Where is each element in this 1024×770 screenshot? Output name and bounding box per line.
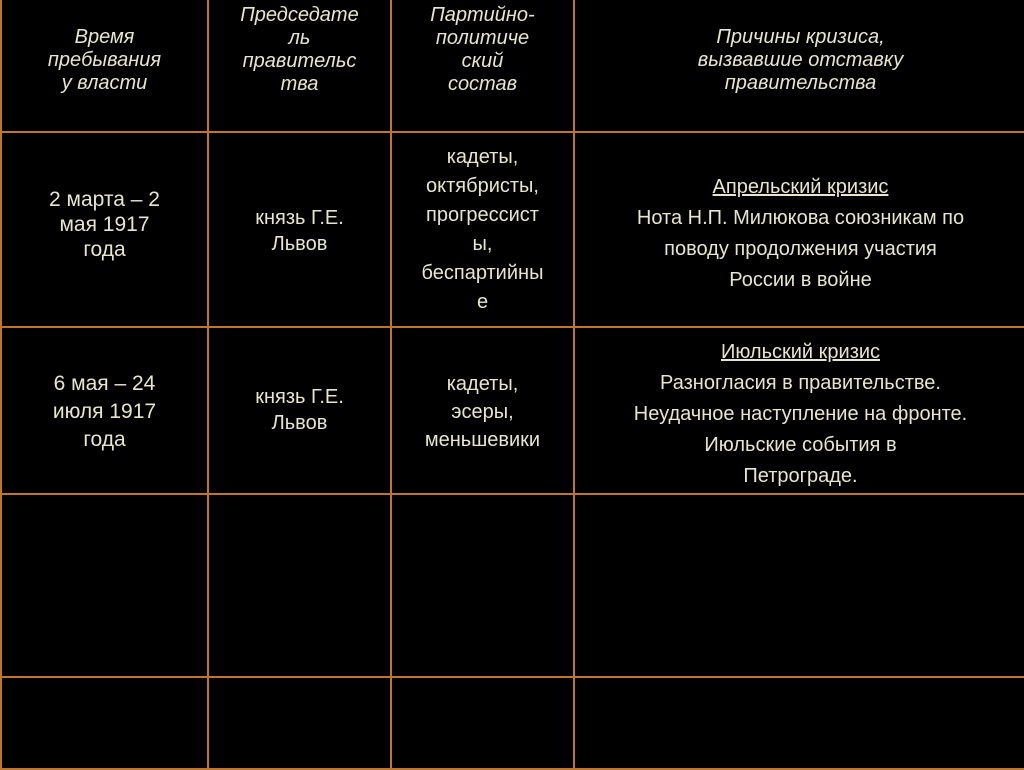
cell-period bbox=[1, 494, 208, 677]
cell-chairman bbox=[208, 494, 391, 677]
cell-chairman bbox=[208, 677, 391, 769]
crisis-title: Июльский кризис bbox=[720, 341, 881, 363]
chairman-text: князь Г.Е. Львов bbox=[255, 207, 344, 255]
header-period bbox=[1, 0, 208, 132]
cell-chairman bbox=[208, 327, 391, 494]
cell-composition bbox=[391, 677, 574, 769]
crisis-title: Апрельский кризис bbox=[712, 176, 889, 198]
header-period-label: Время пребывания у власти bbox=[47, 26, 162, 94]
table-row-empty bbox=[1, 494, 1024, 677]
cell-crisis bbox=[574, 494, 1024, 677]
period-text: 2 марта – 2 мая 1917 года bbox=[49, 188, 160, 261]
header-chairman bbox=[208, 0, 391, 132]
table-header-row bbox=[1, 0, 1024, 132]
period-text: 6 мая – 24 июля 1917 года bbox=[52, 372, 157, 451]
table-row-empty bbox=[1, 677, 1024, 769]
cell-period bbox=[1, 677, 208, 769]
cell-composition bbox=[391, 132, 574, 327]
table-row bbox=[1, 132, 1024, 327]
crisis-block bbox=[575, 328, 1024, 492]
composition-text: кадеты, октябристы, прогрессист ы, беспартийны е bbox=[421, 146, 544, 313]
header-crisis-reasons bbox=[574, 0, 1024, 132]
cell-crisis bbox=[574, 132, 1024, 327]
cell-crisis bbox=[574, 327, 1024, 494]
cell-composition bbox=[391, 327, 574, 494]
table-row bbox=[1, 327, 1024, 494]
header-composition-label: Партийно- политиче ский состав bbox=[430, 4, 535, 95]
chairman-text: князь Г.Е. Львов bbox=[255, 386, 344, 434]
crisis-block bbox=[575, 133, 1024, 296]
cell-crisis bbox=[574, 677, 1024, 769]
header-crisis-reasons-label: Причины кризиса, вызвавшие отставку правительства bbox=[697, 26, 904, 94]
crisis-text: Разногласия в правительстве. Неудачное наступление на фронте. Июльские события в Петрограде. bbox=[633, 372, 968, 487]
composition-text: кадеты, эсеры, меньшевики bbox=[424, 373, 541, 451]
cell-composition bbox=[391, 494, 574, 677]
crisis-text: Нота Н.П. Милюкова союзникам по поводу продолжения участия России в войне bbox=[636, 207, 965, 291]
header-chairman-label: Председате ль правительс тва bbox=[240, 4, 359, 95]
cell-chairman bbox=[208, 132, 391, 327]
cell-period bbox=[1, 327, 208, 494]
cell-period bbox=[1, 132, 208, 327]
header-composition bbox=[391, 0, 574, 132]
